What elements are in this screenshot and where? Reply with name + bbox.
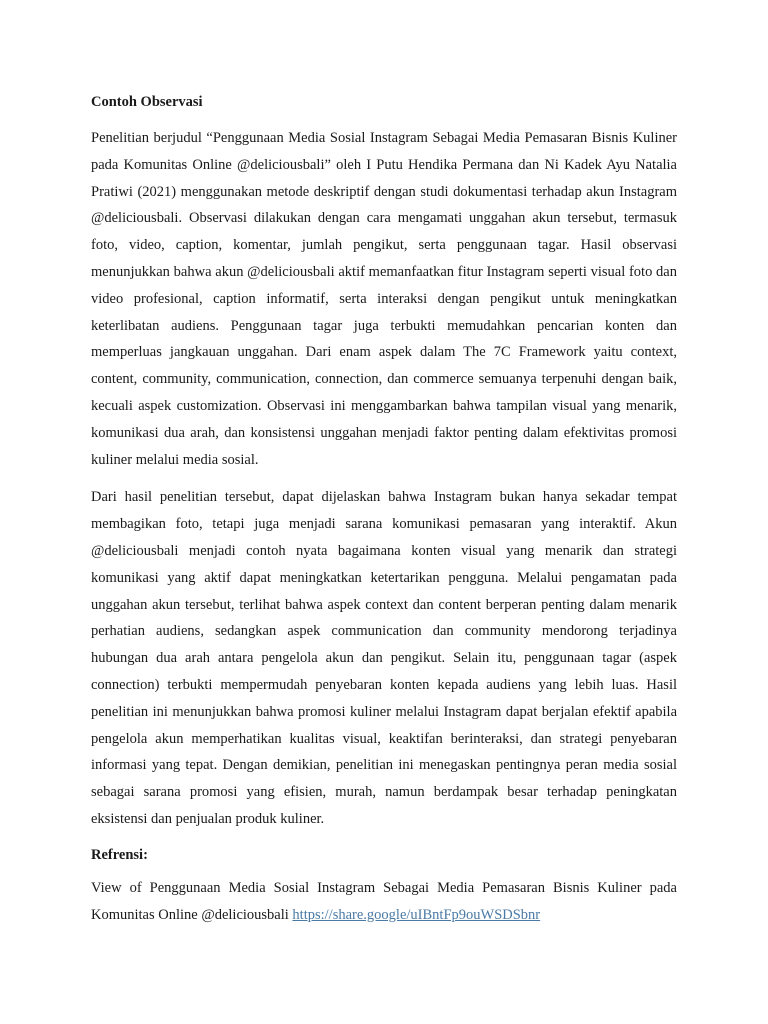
reference-link[interactable]: https://share.google/uIBntFp9ouWSDSbnr <box>292 906 541 923</box>
document-page <box>91 91 677 939</box>
paragraph-analysis: Dari hasil penelitian tersebut, dapat dijelaskan bahwa Instagram bukan hanya sekadar tempat membagikan foto, tetapi juga menjadi sarana komunikasi pemasaran yang interaktif. Akun @deliciousbali menjadi contoh nyata bagaimana konten visual yang menarik dan strategi komunikasi yang aktif dapat meningkatkan ketertarikan pengguna. Melalui pengamatan pada unggahan akun tersebut, terlihat bahwa aspek context dan content berperan penting dalam menarik perhatian audiens, sedangkan aspek communication dan community mendorong terjadinya hubungan dua arah antara pengelola akun dan pengikut. Selain itu, penggunaan tagar (aspek connection) terbukti mempermudah penyebaran konten kepada audiens yang lebih luas. Hasil penelitian ini menunjukkan bahwa promosi kuliner melalui Instagram dapat berjalan efektif apabila pengelola akun memperhatikan kualitas visual, keaktifan berinteraksi, dan strategi penyebaran informasi yang tepat. Dengan demikian, penelitian ini menegaskan pentingnya peran media sosial sebagai sarana promosi yang efisien, murah, namun berdampak besar terhadap peningkatan eksistensi dan penjualan produk kuliner. <box>91 489 677 827</box>
references-heading: Refrensi: <box>91 846 148 863</box>
paragraph-observation: Penelitian berjudul “Penggunaan Media Sosial Instagram Sebagai Media Pemasaran Bisnis Kuliner pada Komunitas Online @deliciousbali” oleh I Putu Hendika Permana dan Ni Kadek Ayu Natalia Pratiwi (2021) menggunakan metode deskriptif dengan studi dokumentasi terhadap akun Instagram @deliciousbali. Observasi dilakukan dengan cara mengamati unggahan akun tersebut, termasuk foto, video, caption, komentar, jumlah pengikut, serta penggunaan tagar. Hasil observasi menunjukkan bahwa akun @deliciousbali aktif memanfaatkan fitur Instagram seperti visual foto dan video profesional, caption informatif, serta interaksi dengan pengikut untuk meningkatkan keterlibatan audiens. Penggunaan tagar juga terbukti memudahkan pencarian konten dan memperluas jangkauan unggahan. Dari enam aspek dalam The 7C Framework yaitu context, content, community, communication, connection, dan commerce semuanya terpenuhi dengan baik, kecuali aspek customization. Observasi ini menggambarkan bahwa tampilan visual yang menarik, komunikasi dua arah, dan konsistensi unggahan menjadi faktor penting dalam efektivitas promosi kuliner melalui media sosial. <box>91 130 677 468</box>
reference-text: View of Penggunaan Media Sosial Instagram Sebagai Media Pemasaran Bisnis Kuliner pada Komunitas Online @deliciousbali <box>91 879 677 923</box>
reference-entry <box>91 875 677 929</box>
document-title: Contoh Observasi <box>91 94 203 110</box>
